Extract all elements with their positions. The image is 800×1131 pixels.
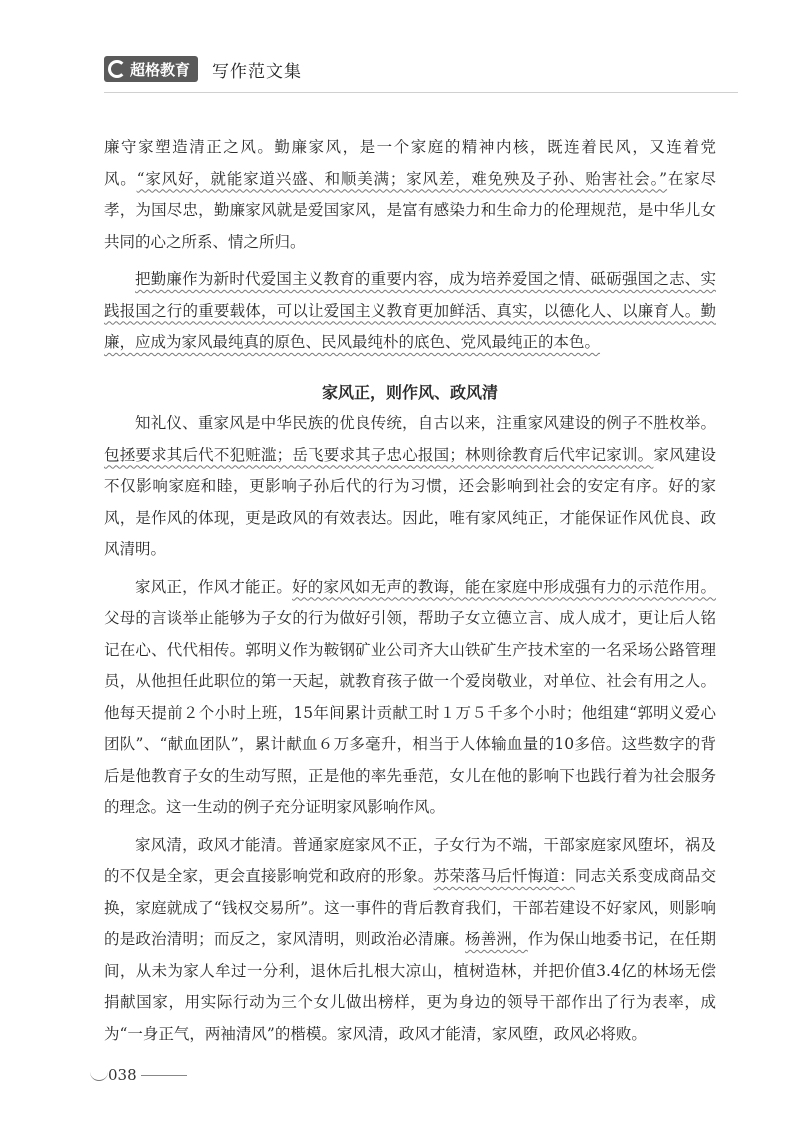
paragraph-1 — [104, 132, 716, 258]
text-segment: 家风清，政风才能清。普通家庭家风不正，子女行为不端，干部家庭家风堕坏，祸及的不仅是全家，更会直接影响党和政府的形象。 — [104, 835, 716, 885]
page-number-footer — [90, 1066, 187, 1084]
page-header — [104, 56, 302, 82]
paragraph-4 — [104, 572, 716, 824]
article-body — [104, 132, 716, 1050]
logo-text: 超格教育 — [130, 60, 191, 79]
text-segment: 好的家风如无声的教诲，能在家庭中形成强有力的示范作用。 — [292, 577, 716, 596]
text-segment: 杨善洲， — [465, 930, 528, 948]
text-segment: 把勤廉作为新时代爱国主义教育的重要内容，成为培养爱国之情、砥砺强国之志、实践报国之行的重要载体，可以让爱国主义教育更加鲜活、真实，以德化人、以廉育人。勤廉，应成为家风最纯真的原色、民风最纯朴的底色、党风最纯正的本色。 — [104, 270, 716, 351]
paragraph-3 — [104, 408, 716, 566]
text-segment: 廉守家塑造清正之风。勤廉家风，是一个家庭的精神内核，既连着民风，又连着党风。 — [104, 138, 716, 188]
text-segment: 在家尽孝，为国尽忠，勤廉家风就是爱国家风，是富有感染力和生命力的伦理规范，是中华儿女共同的心之所系、情之所归。 — [104, 169, 716, 251]
text-segment: 家风正，作风才能正。 — [135, 577, 293, 596]
page-number: 038 — [108, 1066, 137, 1084]
text-segment: “家风好，就能家道兴盛、和顺美满；家风差，难免殃及子孙、贻害社会。” — [136, 169, 668, 188]
paragraph-2 — [104, 264, 716, 359]
text-segment: 作为保山地委书记，在任期间，从未为家人牟过一分利，退休后扎根大凉山，植树造林，并把价值3.4亿的林场无偿捐献国家，用实际行动为三个女儿做出榜样，更为身边的领导干部作出了行为表率，成为“一身正气，两袖清风”的楷模。家风清，政风才能清，家风堕，政风必将败。 — [104, 930, 716, 1043]
text-segment: 家风建设不仅影响家庭和睦，更影响子孙后代的行为习惯，还会影响到社会的安定有序。好的家风，是作风的体现，更是政风的有效表达。因此，唯有家风纯正，才能保证作风优良、政风清明。 — [104, 445, 716, 558]
header-divider — [104, 92, 738, 93]
text-segment: 父母的言谈举止能够为子女的行为做好引领，帮助子女立德立言、成人成才，更让后人铭记在心、代代相传。郭明义作为鞍钢矿业公司齐大山铁矿生产技术室的一名采场公路管理员，从他担任此职位的第一天起，就教育孩子做一个爱岗敬业，对单位、社会有用之人。他每天提前２个小时上班，15年间累计贡献工时１万５千多个小时；他组建“郭明义爱心团队”、“献血团队”，累计献血６万多毫升，相当于人体输血量的10多倍。这些数字的背后是他教育子女的生动写照，正是他的率先垂范，女儿在他的影响下也践行着为社会服务的理念。这一生动的例子充分证明家风影响作风。 — [104, 609, 716, 816]
book-title: 写作范文集 — [212, 61, 303, 82]
text-segment: 知礼仪、重家风是中华民族的优良传统，自古以来，注重家风建设的例子不胜枚举。 — [135, 414, 716, 432]
text-segment: 同志关系变成商品交换，家庭就成了“钱权交易所”。这一事件的背后教育我们，干部若建设不好家风，则影响的是政治清明；而反之，家风清明，则政治必清廉。 — [104, 867, 716, 948]
logo-g-icon — [108, 60, 126, 78]
text-segment: 苏荣落马后忏悔道： — [433, 867, 575, 885]
publisher-logo — [104, 56, 198, 82]
text-segment: 包拯要求其后代不犯赃滥；岳飞要求其子忠心报国；林则徐教育后代牢记家训。 — [104, 445, 654, 464]
ornament-line — [141, 1075, 187, 1076]
paragraph-5 — [104, 830, 716, 1051]
section-title: 家风正，则作风、政风清 — [321, 382, 498, 402]
ornament-icon — [90, 1070, 108, 1081]
